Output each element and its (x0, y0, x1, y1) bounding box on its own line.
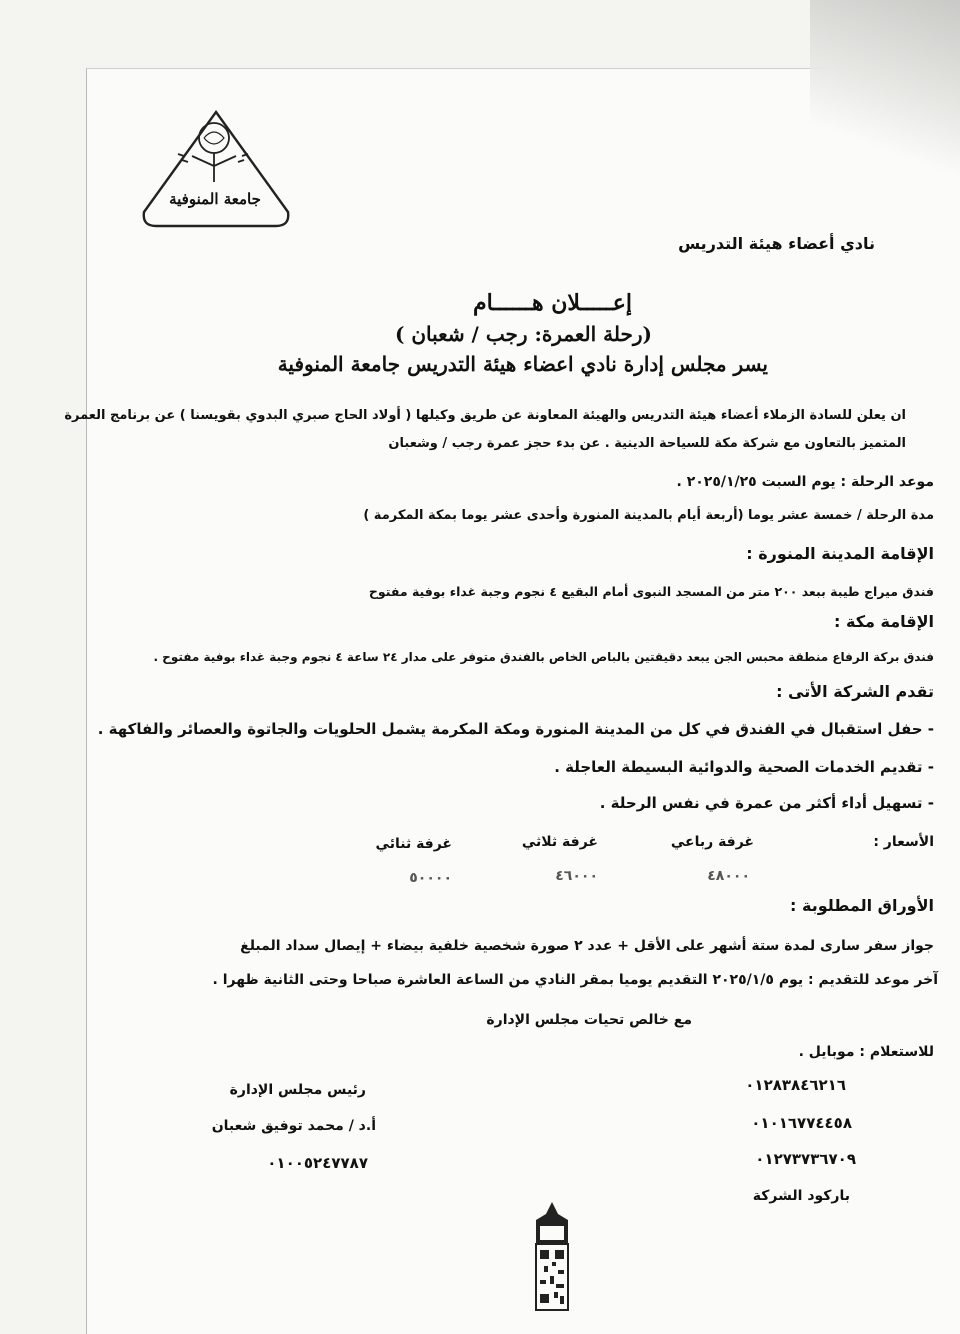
signature-title: رئيس مجلس الإدارة (229, 1082, 366, 1098)
room-name-triple: غرفة ثلاثي (521, 834, 598, 850)
contact-label: للاستعلام : موبايل . (798, 1044, 934, 1060)
room-price-triple: ٤٦٠٠٠ (555, 868, 598, 884)
intro-line-1: ان يعلن للسادة الزملاء أعضاء هيئة التدريس والهيئة المعاونة عن طريق وكيلها ( أولاد الحاج صبري البدوي بقويسنا ) عن برنامج العمرة (64, 408, 906, 423)
trip-date: موعد الرحلة : يوم السبت ٢٠٢٥/١/٢٥ . (676, 474, 934, 490)
madinah-details: فندق ميراج طيبة ببعد ٢٠٠ متر من المسجد النبوى أمام البقيع ٤ نجوم وجبة غداء بوفية مفتوح (368, 584, 934, 599)
room-name-quad: غرفة رباعي (670, 834, 754, 850)
service-item: - تقديم الخدمات الصحية والدوائية البسيطة العاجلة . (554, 758, 934, 776)
closing-line: مع خالص تحيات مجلس الإدارة (486, 1012, 692, 1028)
deadline-line: آخر موعد للتقديم : يوم ٢٠٢٥/١/٥ التقديم يوميا بمقر النادي من الساعة العاشرة صباحا وحتى الثانية ظهرا . (212, 972, 938, 988)
room-name-double: غرفة ثنائي (375, 836, 452, 852)
services-heading: تقدم الشركة الأتى : (776, 682, 934, 701)
service-item: - تسهيل أداء أكثر من عمرة في نفس الرحلة . (599, 794, 934, 812)
prices-label: الأسعار : (873, 834, 934, 850)
barcode-label: باركود الشركة (752, 1188, 850, 1204)
makkah-details: فندق بركة الرفاع منطقة محبس الجن يبعد دقيقتين بالباص الخاص بالفندق متوفر على مدار ٢٤ ساعة ٤ نجوم وجبة غداء بوفية مفتوح . (153, 650, 934, 664)
company-barcode (532, 1200, 572, 1312)
announcement-subtitle: (رحلة العمرة: رجب / شعبان ) (394, 322, 652, 346)
page-corner-fold (810, 0, 960, 200)
documents-details: جواز سفر سارى لمدة ستة أشهر على الأقل + عدد ٢ صورة شخصية خلفية بيضاء + إيصال سداد المبلغ (240, 938, 934, 954)
room-price-double: ٥٠٠٠٠ (409, 870, 452, 886)
board-line: يسر مجلس إدارة نادي اعضاء هيئة التدريس جامعة المنوفية (277, 352, 768, 376)
university-logo (138, 108, 294, 232)
signature-name: أ.د / محمد توفيق شعبان (211, 1118, 376, 1134)
makkah-heading: الإقامة مكة : (834, 612, 934, 631)
trip-duration: مدة الرحلة / خمسة عشر يوما (أربعة أيام بالمدينة المنورة وأحدى عشر يوما بمكة المكرمة ) (363, 508, 934, 523)
document-sheet (86, 68, 960, 1334)
room-price-quad: ٤٨٠٠٠ (707, 868, 750, 884)
documents-heading: الأوراق المطلوبة : (790, 896, 934, 915)
madinah-heading: الإقامة المدينة المنورة : (746, 544, 934, 563)
announcement-title: إعـــــلان هــــــام (472, 290, 632, 316)
university-logo-text: جامعة المنوفية (169, 190, 261, 208)
signature-phone: ٠١٠٠٥٢٤٧٧٨٧ (267, 1154, 368, 1172)
service-item: - حفل استقبال في الفندق في كل من المدينة المنورة ومكة المكرمة يشمل الحلويات والجاتوة والعصائر والفاكهة . (97, 720, 934, 738)
contact-phone: ٠١٢٧٣٧٣٦٧٠٩ (755, 1150, 856, 1168)
contact-phone: ٠١٠١٦٧٧٤٤٥٨ (751, 1114, 852, 1132)
intro-line-2: المتميز بالتعاون مع شركة مكة للسياحة الدينية . عن بدء حجز عمرة رجب / وشعبان (388, 436, 906, 451)
contact-phone: ٠١٢٨٣٨٤٦٢١٦ (745, 1076, 846, 1094)
club-line: نادي أعضاء هيئة التدريس (678, 234, 875, 253)
